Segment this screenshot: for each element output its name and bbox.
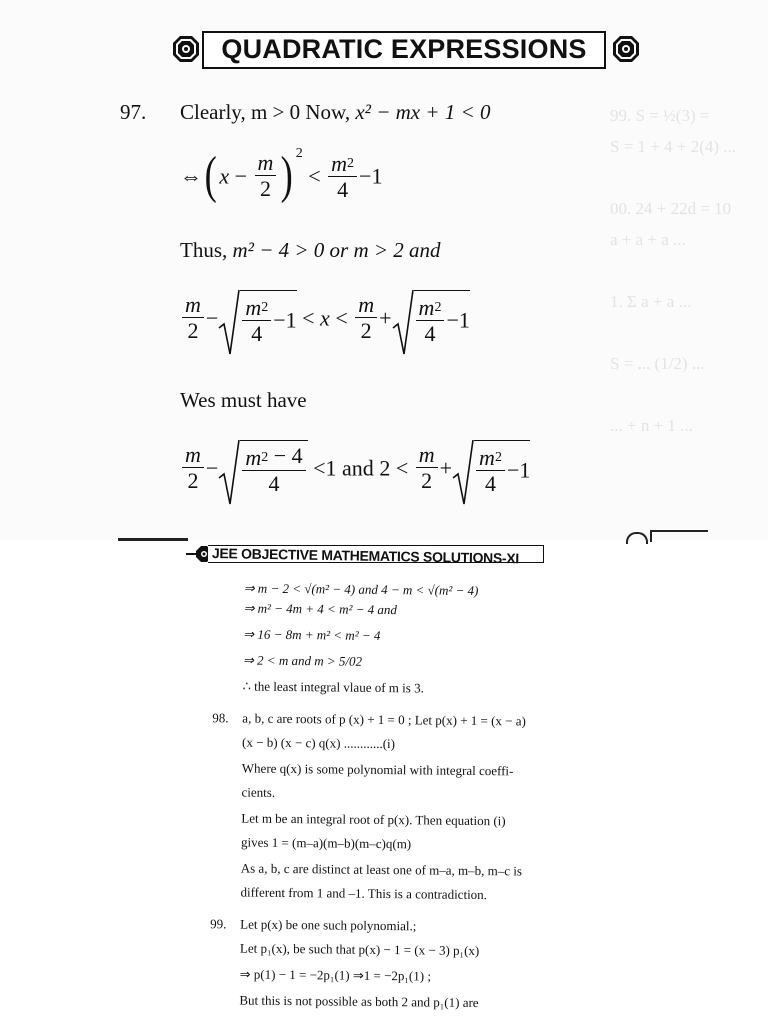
text-line: (x − b) (x − c) q(x) ............(i) [242,734,396,752]
text-line: Let p₁(x), be such that p(x) − 1 = (x − 3) p₁(x) [239,940,480,959]
line-3 [180,238,441,263]
text-line: ⇒ 2 < m and m > 5/02 [242,652,363,669]
text-line: ⇒ m − 2 < √(m² − 4) and 4 − m < √(m² − 4) [243,580,479,599]
and-word: and [342,455,374,481]
line-3-math: m² − 4 > 0 or m > 2 and [232,238,441,262]
text-line: ⇒ 16 − 8m + m² < m² − 4 [243,626,381,643]
text-line: Where q(x) is some polynomial with integral coeffi- [241,760,514,779]
line-1-text: Clearly, m > 0 Now, [180,100,356,124]
text-line: gives 1 = (m–a)(m–b)(m–c)q(m) [240,834,412,852]
question-number: 98. [212,710,229,726]
equation-6: $\frac{m}{2}$ − $\frac{m2 - 4}{4}$ <1 and 2 < $\frac{m}{2}$ + $\frac{m2}{4}$ −1 [180,440,530,497]
text-line: different from 1 and –1. This is a contradiction. [240,884,488,903]
question-number: 99. [210,916,227,932]
book-header-title: JEE OBJECTIVE MATHEMATICS SOLUTIONS-XI [211,545,520,567]
question-number: 97. [120,100,147,124]
octagon-ornament-icon [172,35,200,63]
margin-left [0,540,192,1024]
octagon-ornament-icon [612,35,640,63]
line-1-math: x² − mx + 1 < 0 [355,100,491,124]
text-line: ∴ the least integral vlaue of m is 3. [242,678,424,696]
page-edge-line [118,538,188,541]
line-3-text: Thus, [180,238,233,262]
header-box [202,31,606,69]
line-5: Wes must have [180,388,307,412]
solution-text [187,560,564,1028]
text-line: a, b, c are roots of p (x) + 1 = 0 ; Let p(x) + 1 = (x − a) [242,710,526,729]
text-line: Let m be an integral root of p(x). Then equation (i) [241,810,506,829]
equation-2: ⇔( x − $\frac{m}{2}$ ) $^2$ < $\frac{m2}{4}$ −1 [180,146,383,205]
bleed-through-text: 99. S = ½(3) = S = 1 + 4 + 2(4) ... 00. 24 + 22d = 10 a + a + a ... 1. Σ a + a ... S = ... (1/2) ... ... + n + 1 ... [610,106,737,435]
page-edge-ornament [626,530,708,542]
text-line: As a, b, c are distinct at least one of m–a, m–b, m–c is [240,860,523,879]
header-title: QUADRATIC EXPRESSIONS [221,34,587,64]
equation-4: $\frac{m}{2}$ − $\frac{m2}{4}$ −1 < x < $\frac{m}{2}$ + $\frac{m2}{4}$ −1 [180,290,470,347]
text-line: cients. [241,784,276,800]
line-1 [180,100,490,125]
margin-right [560,540,768,1024]
text-line: Let p(x) be one such polynomial.; [240,916,417,934]
text-line: ⇒ m² − 4m + 4 < m² − 4 and [243,600,398,618]
text-line: ⇒ p(1) − 1 = −2p₁(1) ⇒1 = −2p₁(1) ; [239,966,432,984]
chapter-header [172,28,642,72]
text-line: But this is not possible as both 2 and p₁(1) are [239,992,479,1011]
